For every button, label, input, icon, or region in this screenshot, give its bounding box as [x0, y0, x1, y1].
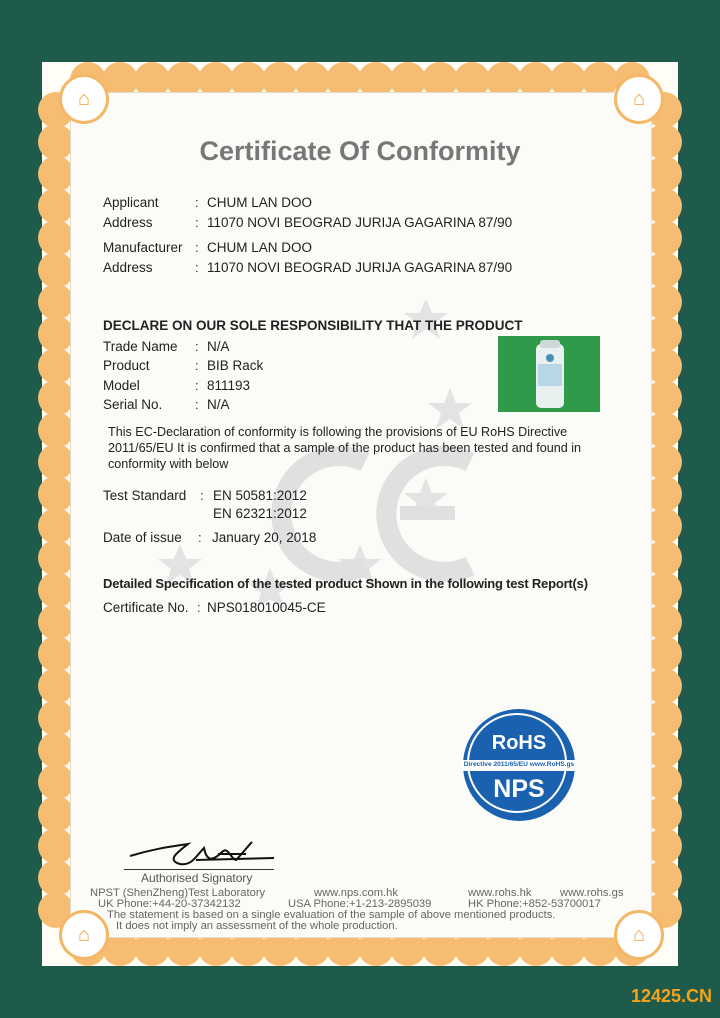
colon: : — [195, 358, 199, 373]
scallop-circle — [38, 860, 74, 896]
colon: : — [200, 488, 204, 503]
signature-label: Authorised Signatory — [141, 871, 253, 885]
footer-uk-phone: UK Phone:+44-20-37342132 — [98, 898, 241, 910]
colon: : — [198, 530, 202, 545]
scallop-circle — [38, 444, 74, 480]
product-value: BIB Rack — [207, 358, 264, 373]
certificate-title: Certificate Of Conformity — [199, 136, 521, 166]
colon: : — [195, 215, 199, 230]
watermark-star-icon — [428, 388, 472, 429]
scallop-circle — [38, 572, 74, 608]
corner-ornament-icon: ⌂ — [614, 910, 664, 960]
scallop-circle — [38, 252, 74, 288]
product-label: Product — [103, 358, 150, 373]
colon: : — [195, 397, 199, 412]
colon: : — [195, 195, 199, 210]
seal-ring-text: Directive 2011/65/EU www.RoHS.gs — [463, 761, 575, 768]
manufacturer-address-label: Address — [103, 260, 153, 275]
site-watermark: 12425.CN — [630, 986, 712, 1006]
colon: : — [195, 260, 199, 275]
applicant-address-label: Address — [103, 215, 153, 230]
scallop-circle — [38, 412, 74, 448]
trade-name-value: N/A — [207, 339, 230, 354]
scallop-circle — [38, 764, 74, 800]
colon: : — [195, 240, 199, 255]
corner-ornament-icon: ⌂ — [614, 74, 664, 124]
test-standard-2: EN 62321:2012 — [213, 506, 307, 521]
corner-ornament-icon: ⌂ — [59, 910, 109, 960]
footer-web-rohs-gs: www.rohs.gs — [560, 887, 624, 899]
scallop-circle — [38, 508, 74, 544]
applicant-label: Applicant — [103, 195, 159, 210]
scallop-circle — [38, 348, 74, 384]
scallop-circle — [38, 316, 74, 352]
seal-rohs-text: RoHS — [491, 732, 547, 754]
footer-hk-phone: HK Phone:+852-53700017 — [468, 898, 601, 910]
declaration-paragraph: This EC-Declaration of conformity is following the provisions of EU RoHS Directive 2011/65/EU It is confirmed that a sample of the product has been tested and found in conformity with below — [108, 425, 582, 471]
scallop-circle — [38, 284, 74, 320]
trade-name-label: Trade Name — [103, 339, 178, 354]
scallop-circle — [38, 476, 74, 512]
scallop-circle — [38, 220, 74, 256]
scallop-circle — [38, 700, 74, 736]
colon: : — [195, 339, 199, 354]
footer-usa-phone: USA Phone:+1-213-2895039 — [288, 898, 432, 910]
footer-lab: NPST (ShenZheng)Test Laboratory — [90, 887, 266, 899]
footer-statement-2: It does not imply an assessment of the whole production. — [116, 920, 398, 932]
certificate-no-label: Certificate No. — [103, 600, 189, 615]
applicant-name: CHUM LAN DOO — [207, 195, 313, 210]
scallop-circle — [38, 540, 74, 576]
date-of-issue-label: Date of issue — [103, 530, 182, 545]
model-label: Model — [103, 378, 140, 393]
footer-statement-1: The statement is based on a single evaluation of the sample of above mentioned products. — [107, 909, 556, 921]
manufacturer-name: CHUM LAN DOO — [207, 240, 313, 255]
serial-value: N/A — [207, 397, 230, 412]
signature-icon — [126, 838, 276, 872]
scallop-circle — [38, 796, 74, 832]
colon: : — [197, 600, 201, 615]
serial-label: Serial No. — [103, 397, 163, 412]
seal-nps-text: NPS — [493, 775, 545, 803]
colon: : — [195, 378, 199, 393]
declare-heading: DECLARE ON OUR SOLE RESPONSIBILITY THAT THE PRODUCT — [103, 318, 523, 333]
scallop-circle — [38, 636, 74, 672]
scallop-circle — [38, 828, 74, 864]
date-of-issue-value: January 20, 2018 — [212, 530, 317, 545]
product-photo — [498, 336, 600, 412]
applicant-address: 11070 NOVI BEOGRAD JURIJA GAGARINA 87/90 — [207, 215, 513, 230]
scallop-circle — [38, 380, 74, 416]
footer-web-rohs-hk: www.rohs.hk — [468, 887, 532, 899]
scallop-circle — [38, 732, 74, 768]
manufacturer-label: Manufacturer — [103, 240, 183, 255]
footer-web-nps: www.nps.com.hk — [314, 887, 398, 899]
manufacturer-address: 11070 NOVI BEOGRAD JURIJA GAGARINA 87/90 — [207, 260, 513, 275]
test-standard-label: Test Standard — [103, 488, 187, 503]
corner-ornament-icon: ⌂ — [59, 74, 109, 124]
scallop-circle — [38, 604, 74, 640]
certificate-no-value: NPS018010045-CE — [207, 600, 326, 615]
model-value: 811193 — [207, 378, 251, 393]
test-standard-1: EN 50581:2012 — [213, 488, 307, 503]
scallop-circle — [38, 188, 74, 224]
signature-line — [124, 869, 274, 870]
detailed-spec-heading: Detailed Specification of the tested product Shown in the following test Report(s) — [103, 576, 588, 591]
scallop-circle — [38, 668, 74, 704]
